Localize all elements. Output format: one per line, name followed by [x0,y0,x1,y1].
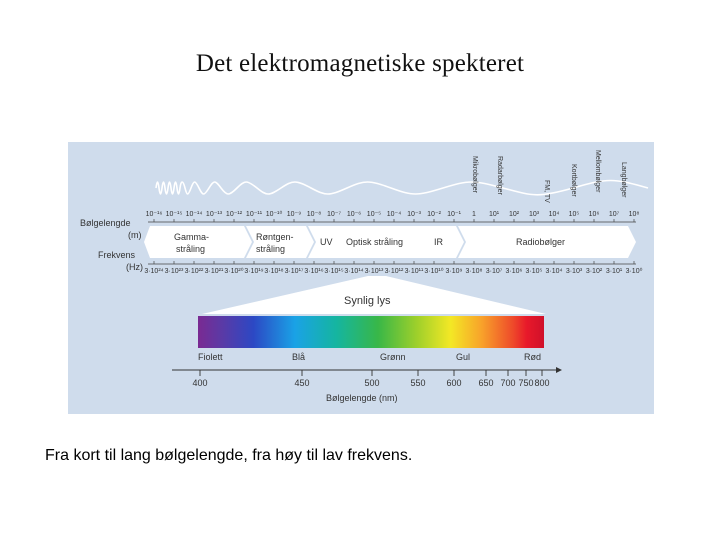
wavelength-tick-label: 10⁵ [568,211,580,218]
wavelength-tick-label: 10⁻⁴ [386,211,402,218]
frequency-tick-label: 3·10³ [565,268,583,275]
frequency-tick-label: 3·10¹¹ [404,268,424,275]
wavelength-tick-label: 10⁻⁵ [366,211,382,218]
nm-tick-label: 500 [364,378,380,388]
frequency-tick-label: 3·10¹⁷ [284,268,304,275]
frequency-tick-label: 3·10⁷ [485,268,503,275]
wavelength-unit: (m) [128,230,142,240]
color-rod: Rød [524,352,542,362]
nm-tick-label: 550 [410,378,426,388]
region-xray-line1: Røntgen- [256,232,294,242]
frequency-tick-label: 3·10¹⁹ [244,268,264,275]
region-xray-line2: stråling [256,244,286,254]
frequency-tick-label: 3·10⁹ [445,268,463,275]
wavelength-tick-label: 10⁷ [608,211,620,218]
label-kortbolger: Kortbølger [570,164,577,197]
wavelength-tick-label: 10⁻⁸ [306,211,322,218]
wavelength-tick-label: 10⁻¹⁶ [145,211,163,218]
region-gamma-line2: stråling [176,244,206,254]
nm-axis-label: Bølgelengde (nm) [326,393,398,403]
region-uv: UV [320,237,333,247]
wavelength-tick-label: 10⁸ [628,211,640,218]
frequency-tick-label: 3·10¹⁶ [304,268,324,275]
frequency-tick-label: 3·10⁴ [545,268,563,275]
label-fm-tv: FM, TV [543,180,550,203]
frequency-tick-label: 3·10²³ [164,268,184,275]
color-gronn: Grønn [380,352,406,362]
frequency-tick-label: 3·10¹⁵ [324,268,344,275]
frequency-tick-label: 3·10¹³ [364,268,384,275]
nm-axis-arrow [556,367,562,373]
wavelength-tick-label: 10⁻² [427,211,441,218]
wavelength-tick-label: 10⁻⁷ [326,211,342,218]
nm-tick-label: 450 [294,378,310,388]
frequency-tick-label: 3·10⁵ [525,268,543,275]
wavelength-tick-label: 10⁴ [548,211,560,218]
nm-tick-label: 700 [500,378,516,388]
frequency-tick-label: 3·10¹⁰ [424,268,444,275]
wavelength-tick-label: 1 [472,211,476,218]
wavelength-tick-label: 10⁻¹⁴ [185,211,203,218]
wavelength-tick-label: 10⁶ [588,211,600,218]
frequency-tick-label: 3·10²¹ [204,268,224,275]
region-radio: Radiobølger [516,237,566,247]
frequency-tick-label: 3·10¹⁸ [264,268,284,275]
wavelength-tick-label: 10⁻⁶ [346,211,362,218]
wavelength-tick-label: 10⁻¹¹ [245,211,263,218]
wavelength-tick-label: 10⁻¹² [225,211,243,218]
wavelength-tick-label: 10⁻¹⁰ [265,211,283,218]
visible-title: Synlig lys [344,295,391,307]
wavelength-tick-label: 10¹ [488,211,500,218]
region-band [144,226,636,258]
frequency-tick-label: 3·10⁶ [505,268,523,275]
wavelength-label: Bølgelengde [80,218,131,228]
nm-tick-label: 800 [534,378,550,388]
frequency-tick-label: 3·10¹⁴ [344,268,364,275]
color-bla: Blå [292,352,306,362]
slide-caption: Fra kort til lang bølgelengde, fra høy til lav frekvens. [45,447,413,464]
wavelength-tick-label: 10⁻¹ [447,211,461,218]
wavelength-tick-label: 10⁻¹⁵ [165,211,183,218]
color-fiolett: Fiolett [198,352,223,362]
frequency-tick-label: 3·10²⁰ [224,268,244,275]
wavelength-tick-label: 10⁻¹³ [205,211,223,218]
frequency-tick-label: 3·10¹² [384,268,404,275]
region-gamma-line1: Gamma- [174,232,210,242]
visible-spectrum-bar [198,316,544,348]
label-radarbolger: Radarbølger [496,156,503,195]
wavelength-ticks [146,210,640,222]
nm-tick-label: 600 [446,378,462,388]
frequency-tick-label: 3·10⁰ [625,268,643,275]
wavelength-tick-label: 10⁻⁹ [286,211,302,218]
frequency-ticks [144,261,642,275]
region-ir: IR [434,237,443,247]
nm-tick-label: 650 [478,378,494,388]
label-langbolger: Langbølger [620,162,627,198]
frequency-tick-label: 3·10¹ [605,268,623,275]
frequency-tick-label: 3·10² [585,268,603,275]
color-gul: Gul [456,352,471,362]
frequency-label: Frekvens [98,250,136,260]
label-mellombolger: Mellombølger [594,150,601,193]
wavelength-tick-label: 10² [508,211,520,218]
region-optical: Optisk stråling [346,237,404,247]
wavelength-tick-label: 10³ [528,211,540,218]
wavelength-tick-label: 10⁻³ [407,211,421,218]
slide-title: Det elektromagnetiske spekteret [195,50,525,77]
frequency-tick-label: 3·10²⁴ [144,268,164,275]
nm-ticks [192,370,549,388]
label-mikrobolger: Mikrobølger [471,156,478,193]
em-spectrum-diagram [68,142,654,414]
vertical-band-labels [471,150,627,203]
nm-tick-label: 400 [192,378,208,388]
nm-tick-label: 750 [518,378,534,388]
frequency-unit: (Hz) [126,262,143,272]
frequency-tick-label: 3·10⁸ [465,268,483,275]
frequency-tick-label: 3·10²² [184,268,204,275]
